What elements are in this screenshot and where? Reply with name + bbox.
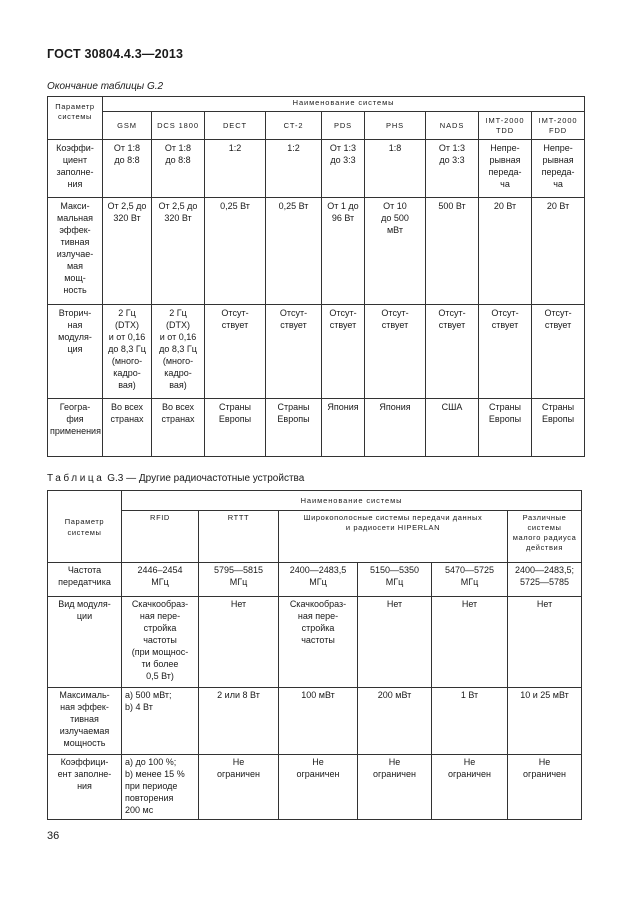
table-cell: Страны Европы	[266, 399, 322, 457]
caption-number: G.3	[107, 473, 124, 484]
table-cell: Скачкообраз- ная пере- стройка частоты (при мощнос- ти более 0,5 Вт)	[122, 597, 199, 688]
group-header: Наименование системы	[103, 97, 585, 112]
table-cell: Скачкообраз- ная пере- стройка частоты	[279, 597, 358, 688]
table-cell: 5795—5815 МГц	[199, 563, 279, 597]
system-pds: PDS	[322, 112, 365, 140]
row-param: Частота передатчика	[48, 563, 122, 597]
table-row	[48, 399, 585, 457]
row-param: Максималь- ная эффек- тивная излучаемая мощность	[48, 688, 122, 755]
row-param: Вид модуля- ции	[48, 597, 122, 688]
table-cell: США	[426, 399, 479, 457]
table-cell: От 1:8 до 8:8	[103, 140, 152, 198]
system-dect: DECT	[205, 112, 266, 140]
table-cell: Отсут- ствует	[322, 305, 365, 399]
table-cell: Непре- рывная переда- ча	[479, 140, 532, 198]
table-cell: Не ограничен	[508, 755, 582, 820]
row-param: Коэффи- циент заполне- ния	[48, 140, 103, 198]
row-param: Коэффици- ент заполне- ния	[48, 755, 122, 820]
table-cell: Во всех странах	[103, 399, 152, 457]
document-header: ГОСТ 30804.4.3—2013	[47, 47, 184, 61]
table-cell: Нет	[199, 597, 279, 688]
table-cell: Отсут- ствует	[266, 305, 322, 399]
table-cell: 2 Гц (DTX) и от 0,16 до 8,3 Гц (много- кадро- вая)	[152, 305, 205, 399]
system-ct2: CT-2	[266, 112, 322, 140]
table-cell: а) до 100 %; b) менее 15 % при периоде повторения 200 мс	[122, 755, 199, 820]
table-row	[48, 198, 585, 305]
table-row	[48, 563, 582, 597]
system-rfid: RFID	[122, 511, 199, 563]
table-cell: Страны Европы	[532, 399, 585, 457]
table-continuation-caption: Окончание таблицы G.2	[47, 81, 164, 92]
table-cell: Отсут- ствует	[532, 305, 585, 399]
table-cell: От 1:8 до 8:8	[152, 140, 205, 198]
table-cell: 2 или 8 Вт	[199, 688, 279, 755]
table-g2	[47, 96, 585, 457]
caption-title: — Другие радиочастотные устройства	[126, 473, 305, 484]
table-cell: 10 и 25 мВт	[508, 688, 582, 755]
table-cell: От 10 до 500 мВт	[365, 198, 426, 305]
row-param: Макси- мальная эффек- тивная излучае- мая мощ- ность	[48, 198, 103, 305]
table-cell: Япония	[322, 399, 365, 457]
table-cell: Отсут- ствует	[479, 305, 532, 399]
table-cell: 5470—5725 МГц	[432, 563, 508, 597]
table-cell: От 2,5 до 320 Вт	[152, 198, 205, 305]
param-header: Параметр системы	[48, 97, 103, 140]
table-cell: 2446–2454 МГц	[122, 563, 199, 597]
table-cell: 100 мВт	[279, 688, 358, 755]
table-cell: 1:8	[365, 140, 426, 198]
table-row	[48, 140, 585, 198]
system-phs: PHS	[365, 112, 426, 140]
table-g3	[47, 490, 582, 820]
table-cell: 20 Вт	[479, 198, 532, 305]
table-row	[48, 688, 582, 755]
table-cell: От 1:3 до 3:3	[322, 140, 365, 198]
table-cell: Япония	[365, 399, 426, 457]
table-cell: Нет	[432, 597, 508, 688]
table-row	[48, 597, 582, 688]
row-param: Вторич- ная модуля- ция	[48, 305, 103, 399]
table-cell: Отсут- ствует	[426, 305, 479, 399]
table-cell: 200 мВт	[358, 688, 432, 755]
table-cell: От 1 до 96 Вт	[322, 198, 365, 305]
table-cell: 20 Вт	[532, 198, 585, 305]
table-cell: Не ограничен	[279, 755, 358, 820]
system-nads: NADS	[426, 112, 479, 140]
table-cell: 0,25 Вт	[205, 198, 266, 305]
system-imt2000-tdd: IMT-2000 TDD	[479, 112, 532, 140]
table-cell: Нет	[508, 597, 582, 688]
table-cell: Непре- рывная переда- ча	[532, 140, 585, 198]
table-cell: 1:2	[266, 140, 322, 198]
table-g3-caption	[47, 473, 304, 484]
table-row	[48, 305, 585, 399]
table-cell: 500 Вт	[426, 198, 479, 305]
table-cell: Во всех странах	[152, 399, 205, 457]
system-dcs1800: DCS 1800	[152, 112, 205, 140]
row-param: Геогра- фия применения	[48, 399, 103, 457]
group-header: Наименование системы	[122, 491, 582, 511]
table-cell: От 2,5 до 320 Вт	[103, 198, 152, 305]
table-cell: Отсут- ствует	[365, 305, 426, 399]
caption-label: Таблица	[47, 473, 105, 484]
table-cell: Не ограничен	[432, 755, 508, 820]
table-cell: Не ограничен	[199, 755, 279, 820]
table-cell: Страны Европы	[479, 399, 532, 457]
system-short-range: Различные системы малого радиуса действия	[508, 511, 582, 563]
table-cell: 2400—2483,5; 5725—5785	[508, 563, 582, 597]
table-cell: Страны Европы	[205, 399, 266, 457]
table-cell: От 1:3 до 3:3	[426, 140, 479, 198]
param-header: Параметр системы	[48, 491, 122, 563]
page-number: 36	[47, 830, 60, 842]
system-rttt: RTTT	[199, 511, 279, 563]
table-cell: а) 500 мВт; b) 4 Вт	[122, 688, 199, 755]
table-cell: 5150—5350 МГц	[358, 563, 432, 597]
system-imt2000-fdd: IMT-2000 FDD	[532, 112, 585, 140]
system-hiperlan: Широкополосные системы передачи данных и радиосети HIPERLAN	[279, 511, 508, 563]
table-cell: Отсут- ствует	[205, 305, 266, 399]
system-gsm: GSM	[103, 112, 152, 140]
table-cell: 1:2	[205, 140, 266, 198]
table-cell: 2400—2483,5 МГц	[279, 563, 358, 597]
table-cell: Нет	[358, 597, 432, 688]
table-cell: 2 Гц (DTX) и от 0,16 до 8,3 Гц (много- кадро- вая)	[103, 305, 152, 399]
table-cell: Не ограничен	[358, 755, 432, 820]
table-cell: 1 Вт	[432, 688, 508, 755]
table-row	[48, 755, 582, 820]
table-cell: 0,25 Вт	[266, 198, 322, 305]
